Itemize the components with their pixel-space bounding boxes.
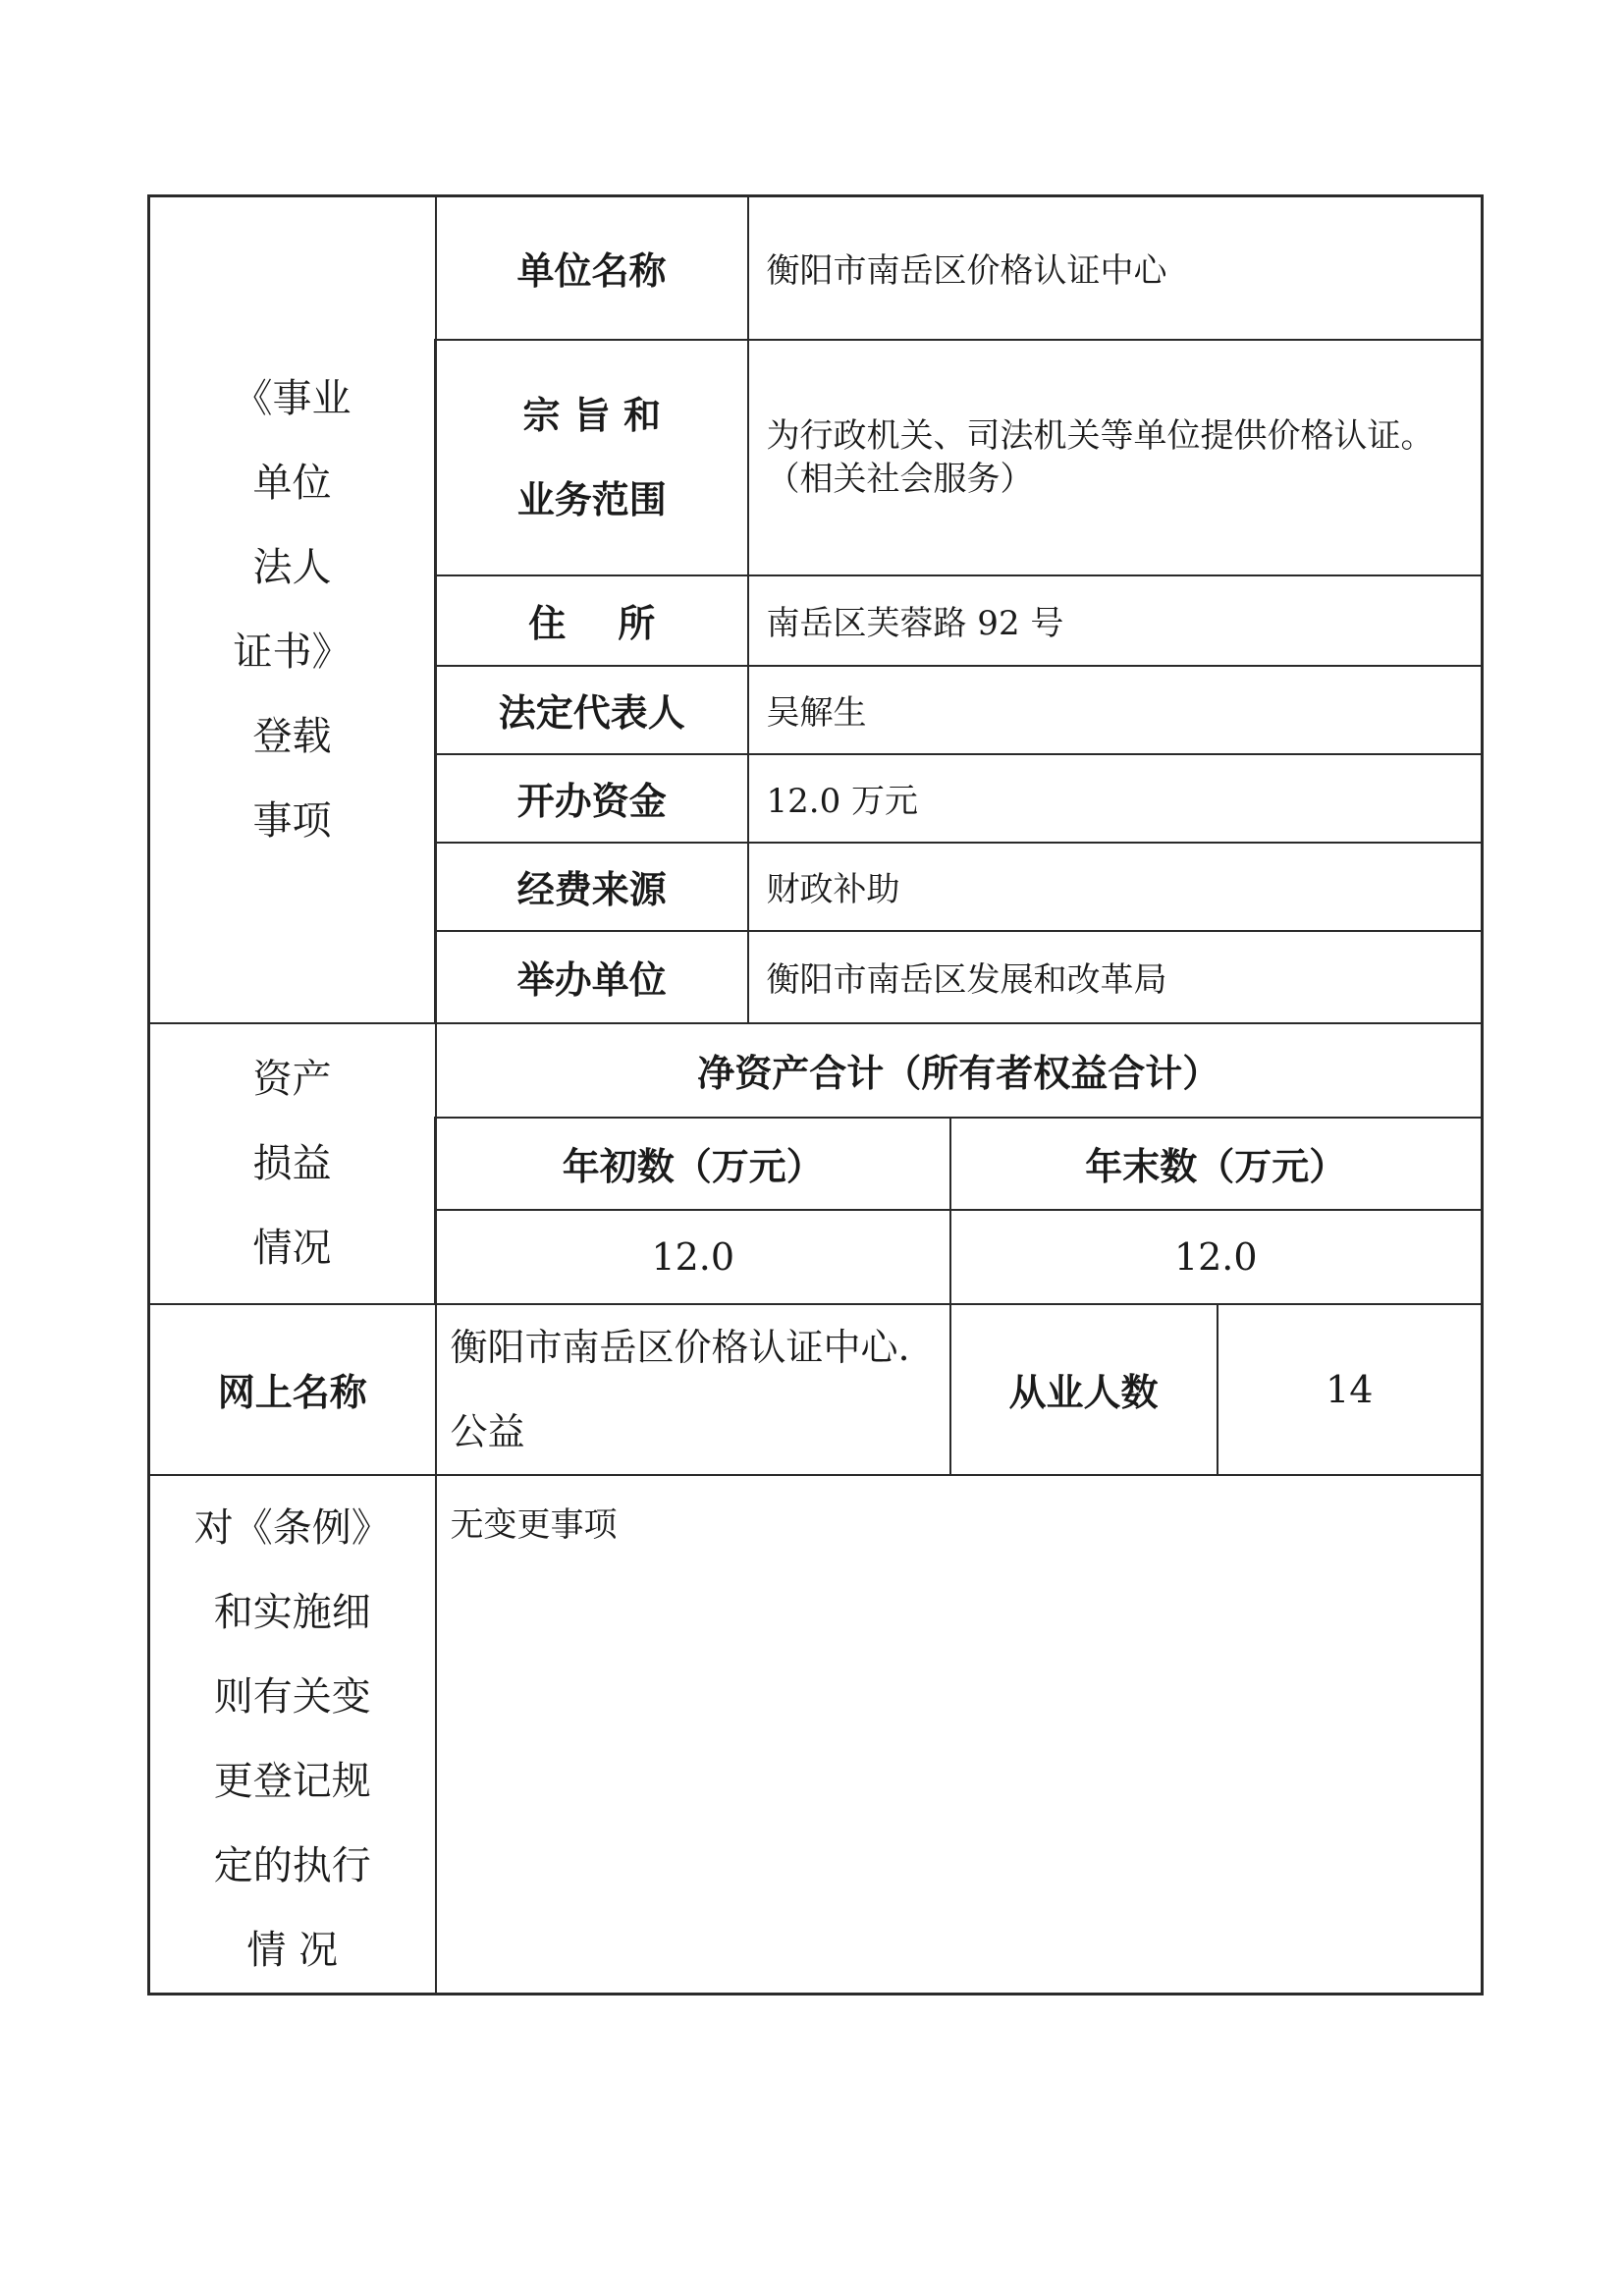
purpose-label-line: 宗 旨 和 xyxy=(522,393,661,437)
capital-value: 12.0 万元 xyxy=(748,754,1483,843)
side-label-line: 法人 xyxy=(252,544,332,590)
row-net-assets-header xyxy=(149,1023,1483,1118)
address-label: 住 所 xyxy=(436,575,748,666)
certificate-section-label xyxy=(149,196,436,1023)
legal-rep-value: 吴解生 xyxy=(748,666,1483,754)
side-label-line: 对《条例》 xyxy=(193,1504,391,1551)
side-label-line: 单位 xyxy=(252,460,332,506)
address-value: 南岳区芙蓉路 92 号 xyxy=(748,575,1483,666)
side-label-line: 更登记规 xyxy=(213,1758,371,1804)
side-label-line: 证书》 xyxy=(233,629,352,675)
row-unit-name xyxy=(149,196,1483,340)
side-label-line: 事项 xyxy=(252,797,332,844)
year-end-value: 12.0 xyxy=(950,1210,1483,1304)
purpose-value: 为行政机关、司法机关等单位提供价格认证。（相关社会服务） xyxy=(748,340,1483,575)
compliance-value: 无变更事项 xyxy=(436,1475,1483,1995)
side-label-line: 情况 xyxy=(252,1225,332,1271)
side-label-line: 损益 xyxy=(252,1140,332,1186)
row-online-name xyxy=(149,1304,1483,1475)
legal-rep-label: 法定代表人 xyxy=(436,666,748,754)
capital-label: 开办资金 xyxy=(436,754,748,843)
sponsor-value: 衡阳市南岳区发展和改革局 xyxy=(748,931,1483,1023)
side-label-line: 《事业 xyxy=(233,375,352,421)
year-end-header: 年末数（万元） xyxy=(950,1118,1483,1210)
assets-section-label xyxy=(149,1023,436,1304)
online-name-value: 衡阳市南岳区价格认证中心.公益 xyxy=(436,1304,950,1475)
side-label-line: 和实施细 xyxy=(213,1589,371,1635)
year-start-header: 年初数（万元） xyxy=(436,1118,950,1210)
unit-name-label: 单位名称 xyxy=(436,196,748,340)
funding-value: 财政补助 xyxy=(748,843,1483,931)
compliance-section-label xyxy=(149,1475,436,1995)
net-assets-header: 净资产合计（所有者权益合计） xyxy=(436,1023,1483,1118)
row-compliance xyxy=(149,1475,1483,1995)
year-start-value: 12.0 xyxy=(436,1210,950,1304)
online-name-label: 网上名称 xyxy=(149,1304,436,1475)
side-label-line: 定的执行 xyxy=(213,1842,371,1888)
registration-table xyxy=(147,194,1484,1995)
sponsor-label: 举办单位 xyxy=(436,931,748,1023)
side-label-line: 情 况 xyxy=(246,1927,339,1973)
side-label-line: 资产 xyxy=(252,1056,332,1102)
side-label-line: 则有关变 xyxy=(213,1673,371,1720)
unit-name-value: 衡阳市南岳区价格认证中心 xyxy=(748,196,1483,340)
purpose-label-line: 业务范围 xyxy=(516,477,667,521)
staff-count-value: 14 xyxy=(1218,1304,1483,1475)
staff-count-label: 从业人数 xyxy=(950,1304,1218,1475)
funding-label: 经费来源 xyxy=(436,843,748,931)
side-label-line: 登载 xyxy=(252,713,332,759)
purpose-label xyxy=(436,340,748,575)
